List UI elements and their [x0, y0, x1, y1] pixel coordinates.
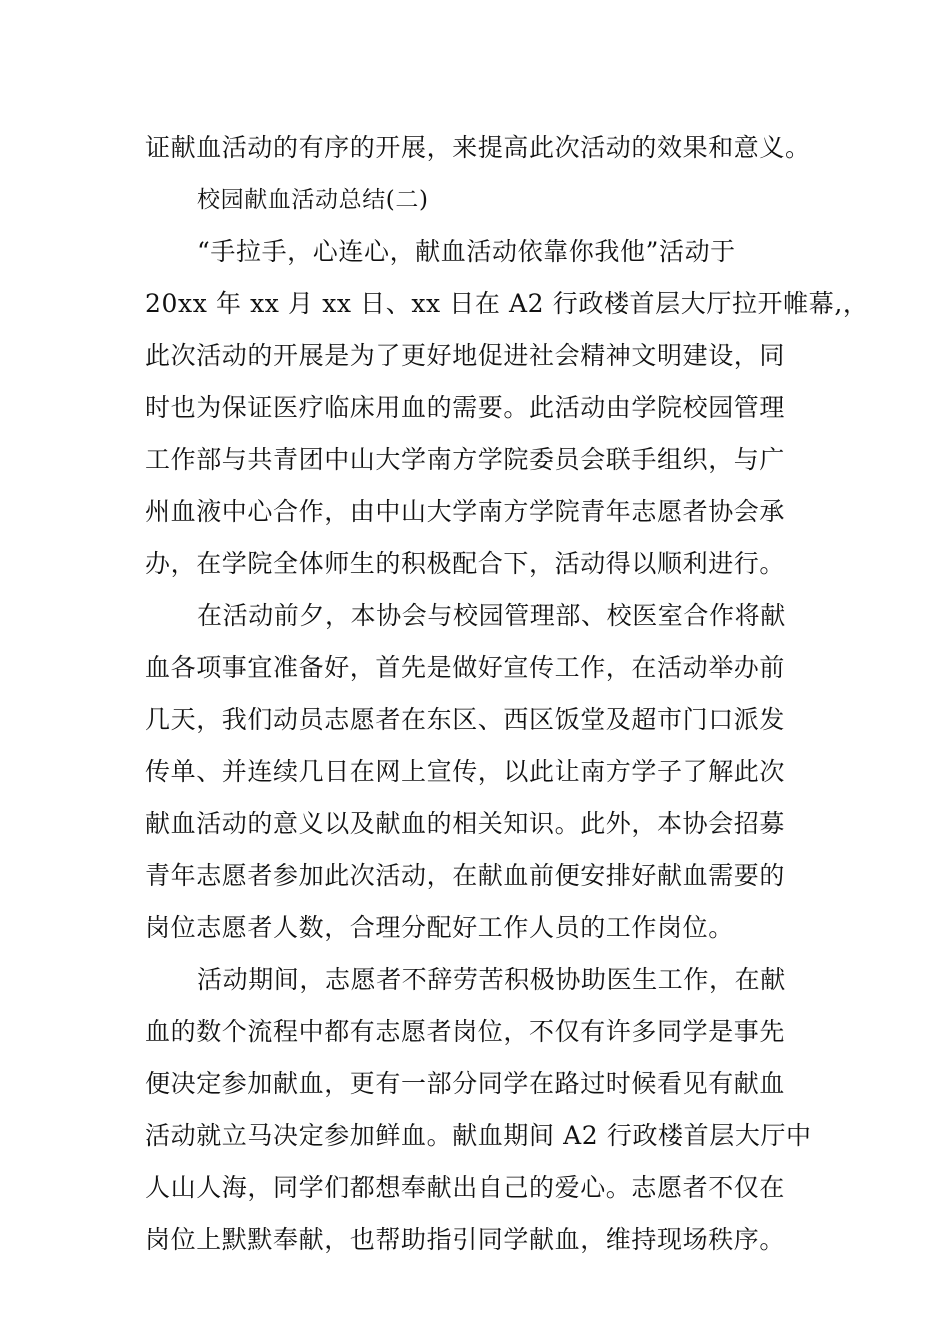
text-line: 几天，我们动员志愿者在东区、西区饭堂及超市门口派发: [145, 705, 786, 734]
text-line: 岗位上默默奉献，也帮助指引同学献血，维持现场秩序。: [145, 1225, 786, 1254]
text-line: 岗位志愿者人数，合理分配好工作人员的工作岗位。: [145, 913, 734, 942]
text-line: 血的数个流程中都有志愿者岗位，不仅有许多同学是事先: [145, 1017, 786, 1046]
text-line: 此次活动的开展是为了更好地促进社会精神文明建设，同: [145, 341, 786, 370]
text-line: 青年志愿者参加此次活动，在献血前便安排好献血需要的: [145, 861, 786, 890]
text-line: 办，在学院全体师生的积极配合下，活动得以顺利进行。: [145, 549, 786, 578]
text-line: 20xx 年 xx 月 xx 日、xx 日在 A2 行政楼首层大厅拉开帷幕,，: [145, 289, 869, 318]
text-line: 传单、并连续几日在网上宣传，以此让南方学子了解此次: [145, 757, 786, 786]
text-line: 献血活动的意义以及献血的相关知识。此外，本协会招募: [145, 809, 786, 838]
text-line: 便决定参加献血，更有一部分同学在路过时候看见有献血: [145, 1069, 786, 1098]
text-line: 活动就立马决定参加鲜血。献血期间 A2 行政楼首层大厅中: [145, 1121, 812, 1150]
text-line: 时也为保证医疗临床用血的需要。此活动由学院校园管理: [145, 393, 786, 422]
text-line: 州血液中心合作，由中山大学南方学院青年志愿者协会承: [145, 497, 786, 526]
section-heading: 校园献血活动总结(二): [197, 187, 429, 213]
text-line: 证献血活动的有序的开展，来提高此次活动的效果和意义。: [145, 133, 811, 162]
text-line: 在活动前夕，本协会与校园管理部、校医室合作将献: [197, 601, 786, 630]
text-line: 活动期间，志愿者不辞劳苦积极协助医生工作，在献: [197, 965, 786, 994]
text-line: 人山人海，同学们都想奉献出自己的爱心。志愿者不仅在: [145, 1173, 786, 1202]
text-line: 血各项事宜准备好，首先是做好宣传工作，在活动举办前: [145, 653, 786, 682]
text-line: 工作部与共青团中山大学南方学院委员会联手组织，与广: [145, 445, 786, 474]
text-line: “手拉手，心连心，献血活动依靠你我他”活动于: [197, 237, 736, 266]
